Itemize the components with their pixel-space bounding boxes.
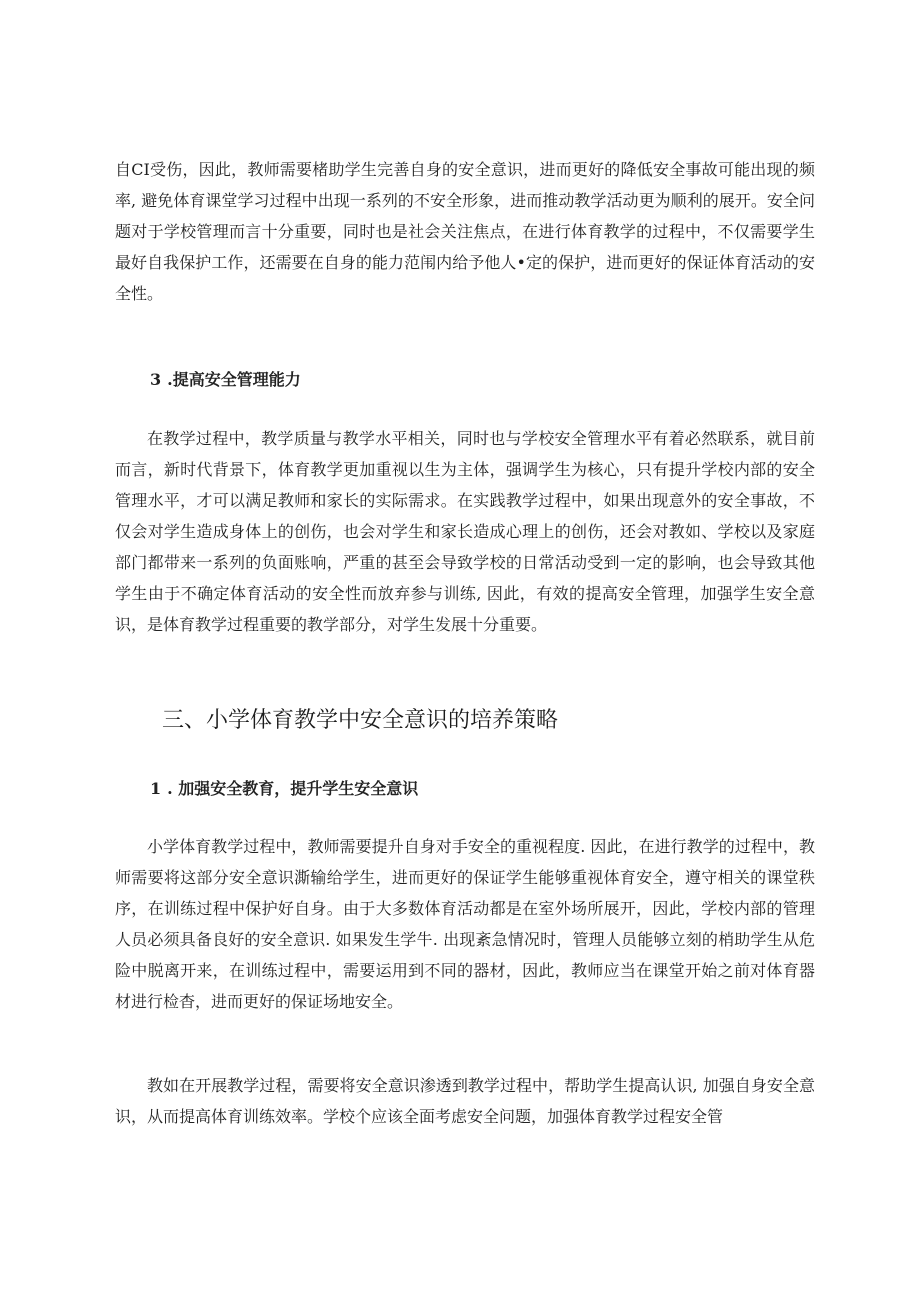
subheading-number: 1	[150, 779, 162, 798]
subheading-text: .提高安全管理能力	[167, 370, 301, 389]
paragraph-safety-awareness-intro: 自CI受伤，因此，教师需要楮助学生完善自身的安全意识，进而更好的降低安全事故可能出现的频率, 避免体育课堂学习过程中出现一系列的不安全形象，进而推动教学活动更为顺利的展开。安全问题对于学校管理而言十分重要，同时也是社会关注焦点，在进行体育教学的过程中，不仅需要学生最好自我保护工作，还需要在自身的能力范闱内给予他人•定的保护，进而更好的保证体育活动的安全性。	[115, 160, 815, 303]
paragraph-penetrate-awareness: 教如在开展教学过程，需要将安全意识渗透到教学过程中，帮助学生提高认识, 加强自身安全意识，从而提高体育训练效率。学校个应该全面考虑安全问题，加强体育教学过程安全管	[115, 1076, 815, 1126]
subheading-number: 3	[150, 370, 162, 389]
subheading-strengthen-education	[150, 777, 418, 801]
section-title-strategies: 三、小学体育教学中安全意识的培养策略	[162, 708, 559, 733]
subheading-improve-safety-management	[150, 368, 301, 392]
paragraph-teacher-awareness: 小学体育教学过程中，教师需要提升自身对手安全的重视程度. 因此，在进行教学的过程中，教师需要将这部分安全意识澌输给学生，进而更好的保证学生能够重视体育安全，遵守相关的课堂秩序，在训练过程中保护好自身。由于大多数体育活动都是在室外场所展开，因此，学校内部的管理人员必须具备良好的安全意识. 如果发生学牛. 出现紊急情况时，管理人员能够立刻的梢助学生从危险中脱离开来，在训练过程中，需要运用到不同的器材，因此，教师应当在课堂开始之前对体育器材进行检杳，进而更好的保证场地安全。	[115, 837, 815, 1011]
paragraph-safety-management: 在教学过程中，教学质量与教学水平相关，同时也与学校安全管理水平有着必然联系，就目前而言，新时代背景下，体育教学更加重视以生为主体，强调学生为核心，只有提升学校内部的安全管理水平，才可以满足教师和家长的实际需求。在实践教学过程中，如果出现意外的安全事故，不仅会对学生造成身体上的创伤，也会对学生和家长造成心理上的创伤，还会对教如、学校以及家庭部门都带来一系列的负面账响，严重的甚至会导致学校的日常活动受到一定的影响，也会导致其他学生由于不确定体育活动的安全性而放弃参与训练, 因此，有效的提高安全管理，加强学生安全意识，是体育教学过程重要的教学部分，对学生发展十分重要。	[115, 429, 815, 634]
subheading-text: . 加强安全教育，提升学生安全意识	[167, 779, 419, 798]
